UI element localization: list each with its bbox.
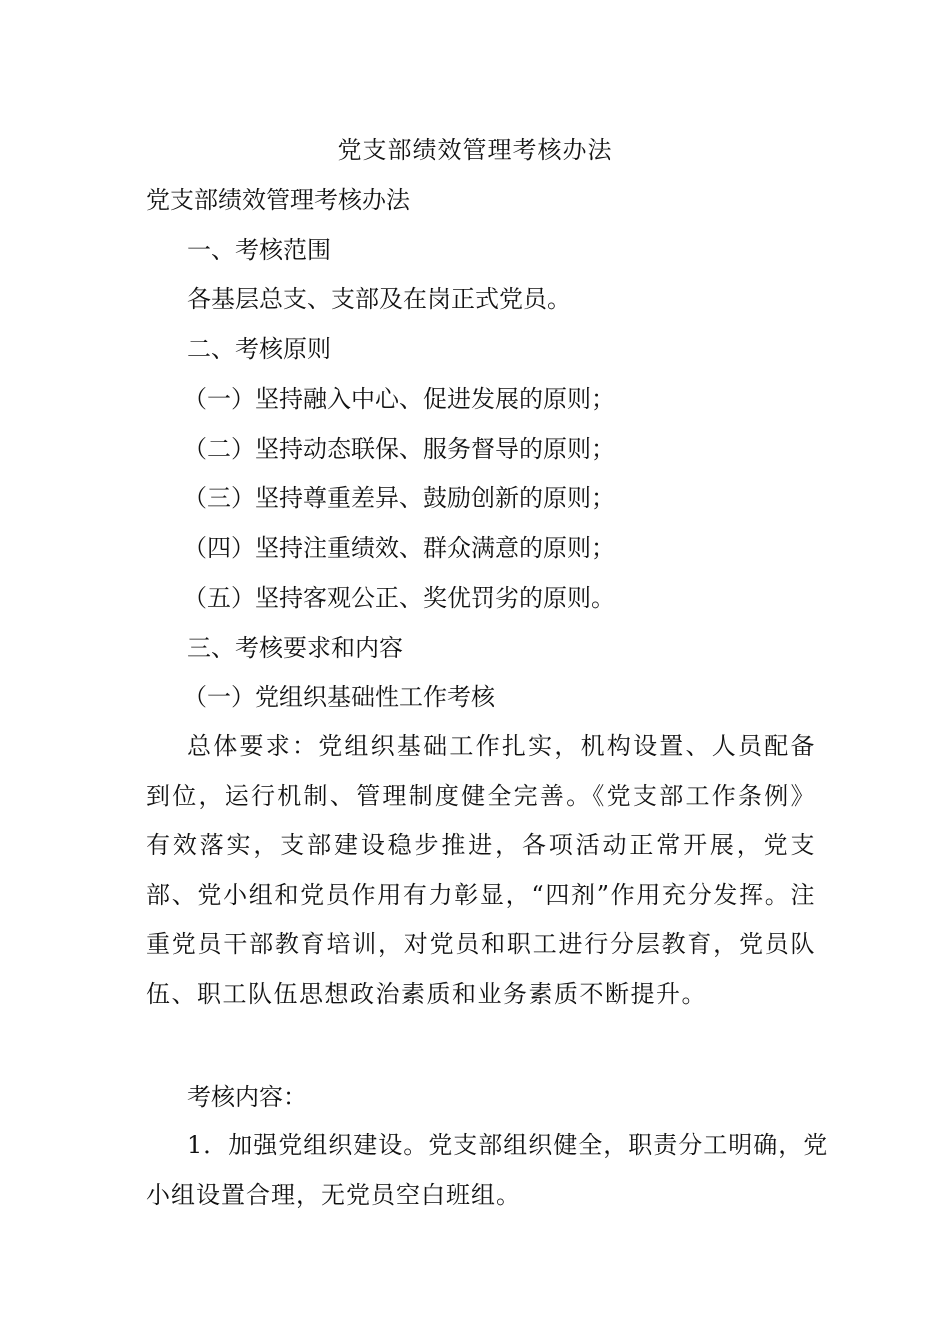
content-label: 考核内容：: [187, 1083, 307, 1111]
principle-item: （三）坚持尊重差异、鼓励创新的原则；: [183, 484, 615, 512]
scope-text: 各基层总支、支部及在岗正式党员。: [187, 285, 571, 313]
subsection-heading-basic-work: （一）党组织基础性工作考核: [183, 683, 495, 711]
principle-item: （二）坚持动态联保、服务督导的原则；: [183, 435, 615, 463]
principle-item: （四）坚持注重绩效、群众满意的原则；: [183, 534, 615, 562]
overall-requirement-paragraph: 总体要求：党组织基础工作扎实，机构设置、人员配备到位，运行机制、管理制度健全完善。《党支部工作条例》有效落实，支部建设稳步推进，各项活动正常开展，党支部、党小组和党员作用有力彰显，“四剂”作用充分发挥。注重党员干部教育培训，对党员和职工进行分层教育，党员队伍、职工队伍思想政治素质和业务素质不断提升。: [146, 732, 816, 1008]
principle-item: （五）坚持客观公正、奖优罚劣的原则。: [183, 584, 615, 612]
section-heading-principles: 二、考核原则: [187, 335, 331, 363]
principle-item: （一）坚持融入中心、促进发展的原则；: [183, 385, 615, 413]
document-title: 党支部绩效管理考核办法: [337, 136, 613, 164]
section-heading-scope: 一、考核范围: [187, 236, 331, 264]
section-heading-requirements: 三、考核要求和内容: [187, 634, 403, 662]
document-subtitle: 党支部绩效管理考核办法: [146, 186, 410, 214]
content-item-1: 1．加强党组织建设。党支部组织健全，职责分工明确，党小组设置合理，无党员空白班组。: [146, 1131, 829, 1209]
